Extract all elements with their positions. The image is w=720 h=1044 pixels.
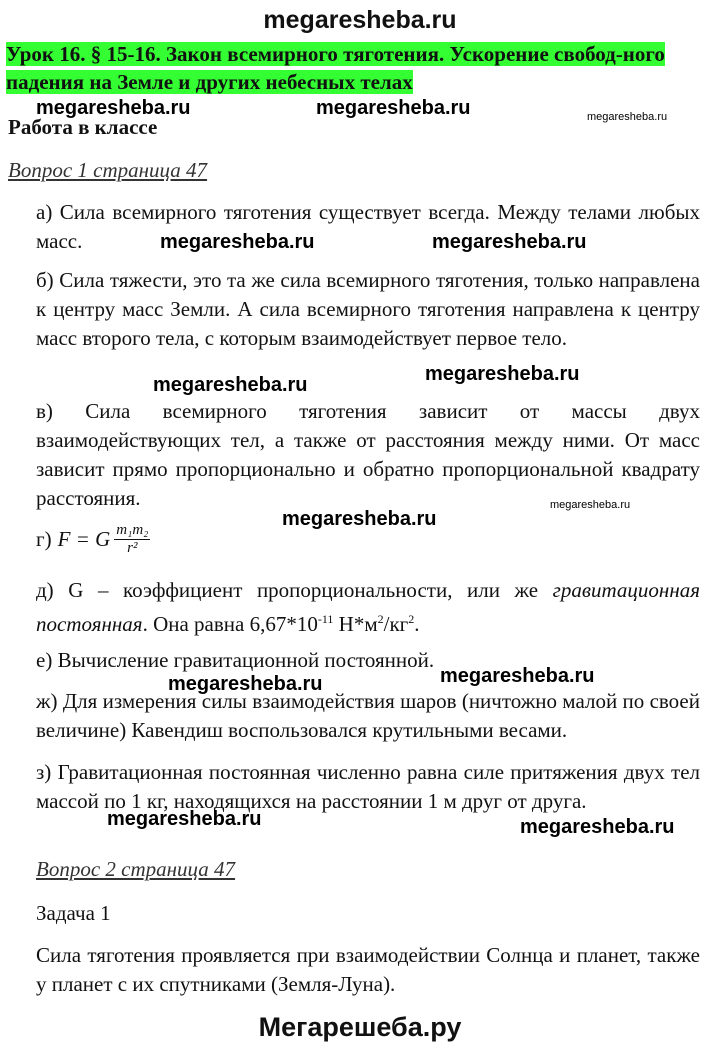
section-heading: Работа в классе bbox=[8, 115, 158, 139]
watermark-small: megaresheba.ru bbox=[587, 111, 668, 123]
header-watermark: megaresheba.ru bbox=[263, 6, 457, 34]
answer-b: б) Сила тяжести, это та же сила всемирного тяготения, только направлена к центру масс Земли. А сила всемирного тяготения направлена к центру масс второго тела, с которым взаимодействует первое тело. bbox=[36, 268, 700, 350]
answer-d bbox=[36, 576, 700, 639]
watermark: megaresheba.ru bbox=[425, 363, 580, 385]
question-2-answer: Сила тяготения проявляется при взаимодействии Солнца и планет, также у планет с их спутниками (Земля-Луна). bbox=[36, 943, 700, 996]
answer-e: е) Вычисление гравитационной постоянной. bbox=[36, 648, 435, 672]
formula-prefix: г) bbox=[36, 527, 52, 551]
formula-fraction bbox=[114, 522, 150, 557]
answer-d-italic: гравитационная постоянная bbox=[36, 578, 700, 636]
watermark-small: megaresheba.ru bbox=[550, 499, 631, 511]
answer-d-tail: . bbox=[414, 612, 420, 636]
answer-d-unit2-exp: 2 bbox=[408, 612, 415, 626]
watermark: megaresheba.ru bbox=[520, 816, 675, 838]
answer-d-unit2: /кг bbox=[383, 612, 409, 636]
lesson-title-text: Урок 16. § 15-16. Закон всемирного тяготения. Ускорение свобод-ного падения на Земле и других небесных телах bbox=[6, 42, 665, 94]
answer-d-unit-exp: 2 bbox=[377, 612, 384, 626]
watermark: megaresheba.ru bbox=[160, 231, 315, 253]
answer-d-start: д) G – коэффициент пропорциональности, или же bbox=[36, 578, 553, 602]
watermark: megaresheba.ru bbox=[168, 673, 323, 695]
watermark: megaresheba.ru bbox=[36, 97, 191, 119]
question-2-heading: Вопрос 2 страница 47 bbox=[36, 857, 236, 881]
watermark: megaresheba.ru bbox=[316, 97, 471, 119]
watermark: megaresheba.ru bbox=[432, 231, 587, 253]
formula-numerator: m₁m₂ bbox=[116, 522, 149, 538]
answer-zh: ж) Для измерения силы взаимодействия шаров (ничтожно малой по своей величине) Кавендиш воспользовался крутильными весами. bbox=[36, 689, 700, 742]
watermark: megaresheba.ru bbox=[282, 508, 437, 530]
footer-watermark: Мегарешеба.ру bbox=[258, 1012, 462, 1042]
answer-d-end: . Она равна 6,67*10 bbox=[142, 612, 318, 636]
answer-v: в) Сила всемирного тяготения зависит от массы двух взаимодействующих тел, а также от расстояния между ними. От масс зависит прямо пропорционально и обратно пропорциональной квадрату расстояния. bbox=[36, 399, 700, 510]
answer-z: з) Гравитационная постоянная численно равна силе притяжения двух тел массой по 1 кг, находящихся на расстоянии 1 м друг от друга. bbox=[36, 760, 700, 813]
formula-lhs: F = G bbox=[57, 527, 111, 551]
watermark: megaresheba.ru bbox=[153, 374, 308, 396]
formula-g bbox=[36, 522, 150, 557]
answer-a: а) Сила всемирного тяготения существует всегда. Между телами любых масс. bbox=[36, 200, 700, 253]
answer-d-exp: -11 bbox=[317, 612, 334, 626]
lesson-title bbox=[6, 40, 696, 96]
answer-d-unit: Н*м bbox=[333, 612, 378, 636]
task-label: Задача 1 bbox=[36, 901, 111, 925]
watermark: megaresheba.ru bbox=[440, 665, 595, 687]
formula-denominator: r² bbox=[127, 540, 138, 556]
watermark: megaresheba.ru bbox=[107, 808, 262, 830]
question-1-heading: Вопрос 1 страница 47 bbox=[8, 158, 208, 182]
